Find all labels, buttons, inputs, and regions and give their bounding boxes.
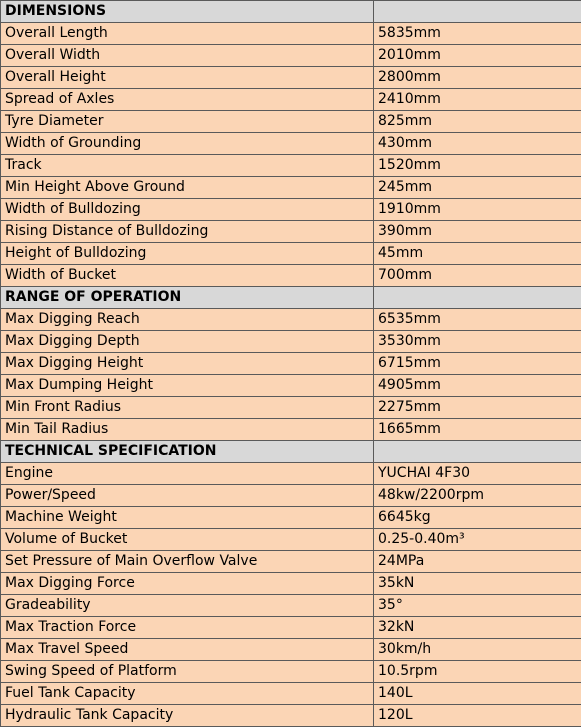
spec-label: Height of Bulldozing (1, 243, 374, 265)
spec-value: 2010mm (374, 45, 581, 67)
spec-label: Machine Weight (1, 507, 374, 529)
spec-value: 0.25-0.40m³ (374, 529, 581, 551)
table-row (1, 331, 581, 353)
table-row (1, 551, 581, 573)
table-row (1, 661, 581, 683)
spec-value: 24MPa (374, 551, 581, 573)
spec-value: 2275mm (374, 397, 581, 419)
spec-label: Overall Height (1, 67, 374, 89)
section-header-blank-cell (374, 287, 581, 309)
spec-value: 6535mm (374, 309, 581, 331)
spec-value: 5835mm (374, 23, 581, 45)
spec-value: 1520mm (374, 155, 581, 177)
table-row (1, 23, 581, 45)
spec-value: 390mm (374, 221, 581, 243)
specification-table-body (1, 1, 581, 727)
spec-label: Swing Speed of Platform (1, 661, 374, 683)
spec-label: Max Digging Force (1, 573, 374, 595)
spec-label: Tyre Diameter (1, 111, 374, 133)
spec-label: Max Traction Force (1, 617, 374, 639)
table-row (1, 45, 581, 67)
spec-label: Overall Length (1, 23, 374, 45)
spec-label: Gradeability (1, 595, 374, 617)
spec-label: Max Digging Height (1, 353, 374, 375)
spec-value: 3530mm (374, 331, 581, 353)
section-header-blank-cell (374, 1, 581, 23)
section-header-blank-cell (374, 441, 581, 463)
table-row (1, 397, 581, 419)
spec-label: Max Digging Depth (1, 331, 374, 353)
spec-label: Volume of Bucket (1, 529, 374, 551)
spec-value: 6645kg (374, 507, 581, 529)
table-row (1, 89, 581, 111)
spec-label: Power/Speed (1, 485, 374, 507)
table-row (1, 353, 581, 375)
table-row (1, 573, 581, 595)
table-row (1, 705, 581, 727)
spec-label: Set Pressure of Main Overflow Valve (1, 551, 374, 573)
table-row (1, 485, 581, 507)
spec-label: Overall Width (1, 45, 374, 67)
spec-value: 10.5rpm (374, 661, 581, 683)
spec-value: 2410mm (374, 89, 581, 111)
table-row (1, 199, 581, 221)
table-row (1, 67, 581, 89)
section-title: TECHNICAL SPECIFICATION (1, 441, 374, 463)
spec-label: Engine (1, 463, 374, 485)
spec-value: 140L (374, 683, 581, 705)
table-row (1, 309, 581, 331)
table-row (1, 375, 581, 397)
spec-value: YUCHAI 4F30 (374, 463, 581, 485)
spec-value: 48kw/2200rpm (374, 485, 581, 507)
spec-value: 32kN (374, 617, 581, 639)
table-row (1, 243, 581, 265)
spec-label: Min Tail Radius (1, 419, 374, 441)
spec-value: 120L (374, 705, 581, 727)
spec-value: 430mm (374, 133, 581, 155)
spec-label: Max Dumping Height (1, 375, 374, 397)
spec-label: Spread of Axles (1, 89, 374, 111)
spec-value: 1910mm (374, 199, 581, 221)
table-row (1, 111, 581, 133)
spec-label: Width of Bucket (1, 265, 374, 287)
table-row (1, 529, 581, 551)
section-header-technical-specification (1, 441, 581, 463)
section-header-range-of-operation (1, 287, 581, 309)
spec-label: Hydraulic Tank Capacity (1, 705, 374, 727)
spec-label: Width of Bulldozing (1, 199, 374, 221)
spec-label: Track (1, 155, 374, 177)
table-row (1, 463, 581, 485)
table-row (1, 155, 581, 177)
spec-value: 45mm (374, 243, 581, 265)
table-row (1, 221, 581, 243)
table-row (1, 265, 581, 287)
spec-value: 4905mm (374, 375, 581, 397)
spec-value: 30km/h (374, 639, 581, 661)
table-row (1, 177, 581, 199)
spec-value: 245mm (374, 177, 581, 199)
spec-label: Rising Distance of Bulldozing (1, 221, 374, 243)
spec-label: Max Travel Speed (1, 639, 374, 661)
spec-label: Width of Grounding (1, 133, 374, 155)
spec-value: 35° (374, 595, 581, 617)
table-row (1, 595, 581, 617)
table-row (1, 639, 581, 661)
spec-label: Min Height Above Ground (1, 177, 374, 199)
spec-label: Min Front Radius (1, 397, 374, 419)
spec-value: 35kN (374, 573, 581, 595)
section-title: RANGE OF OPERATION (1, 287, 374, 309)
spec-value: 700mm (374, 265, 581, 287)
table-row (1, 133, 581, 155)
spec-value: 2800mm (374, 67, 581, 89)
table-row (1, 507, 581, 529)
spec-value: 6715mm (374, 353, 581, 375)
spec-label: Fuel Tank Capacity (1, 683, 374, 705)
table-row (1, 683, 581, 705)
table-row (1, 419, 581, 441)
spec-value: 1665mm (374, 419, 581, 441)
spec-label: Max Digging Reach (1, 309, 374, 331)
section-title: DIMENSIONS (1, 1, 374, 23)
spec-value: 825mm (374, 111, 581, 133)
section-header-dimensions (1, 1, 581, 23)
table-row (1, 617, 581, 639)
